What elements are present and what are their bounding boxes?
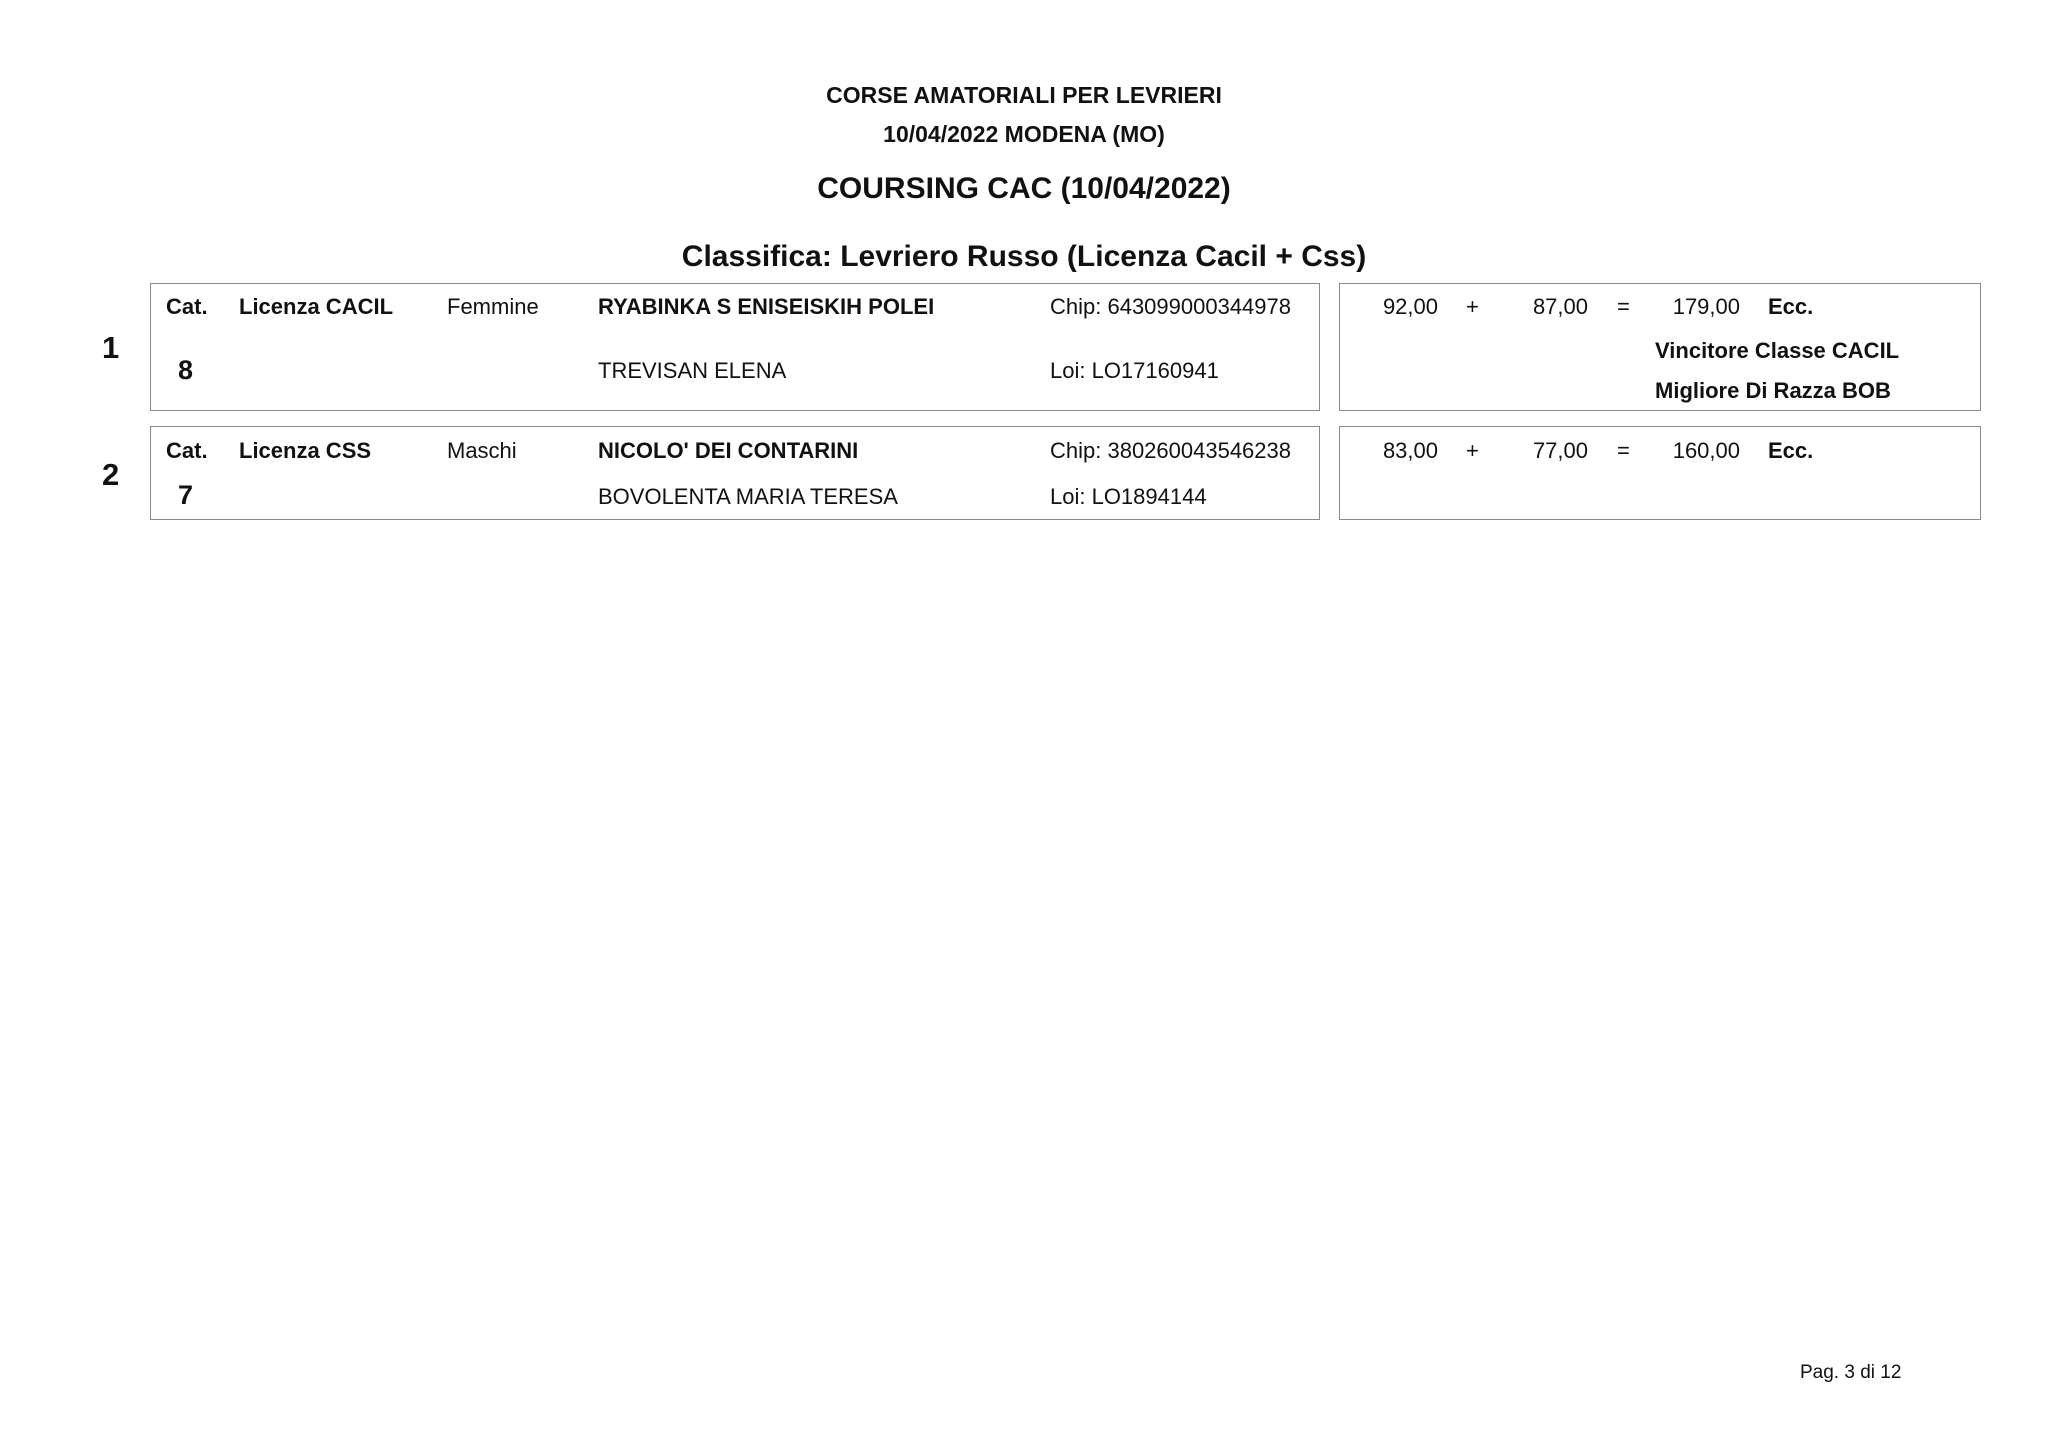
header-organizer: CORSE AMATORIALI PER LEVRIERI xyxy=(826,82,1222,108)
plus-sign: + xyxy=(1466,438,1479,463)
owner-name: BOVOLENTA MARIA TERESA xyxy=(598,484,898,509)
equals-sign: = xyxy=(1617,294,1630,319)
sex-label: Maschi xyxy=(447,438,517,463)
header-date-location: 10/04/2022 MODENA (MO) xyxy=(883,121,1165,147)
entry-rank: 1 xyxy=(102,330,120,365)
score-total: 179,00 xyxy=(1672,294,1740,319)
cat-number: 8 xyxy=(178,355,194,385)
entry-rank: 2 xyxy=(102,457,120,492)
page-number: Pag. 3 di 12 xyxy=(1800,1362,1902,1383)
dog-name: RYABINKA S ENISEISKIH POLEI xyxy=(598,294,935,319)
sex-label: Femmine xyxy=(447,294,539,319)
score-first: 92,00 xyxy=(1382,294,1438,319)
qualification: Ecc. xyxy=(1768,294,1814,319)
cat-label: Cat. xyxy=(166,438,208,463)
loi-number: Loi: LO17160941 xyxy=(1050,358,1219,383)
event-title: COURSING CAC (10/04/2022) xyxy=(817,172,1231,205)
score-total: 160,00 xyxy=(1672,438,1740,463)
ranking-title: Classifica: Levriero Russo (Licenza Cacil + Css) xyxy=(681,240,1367,273)
chip-number: Chip: 643099000344978 xyxy=(1050,294,1292,319)
dog-name: NICOLO' DEI CONTARINI xyxy=(598,438,859,463)
score-first: 83,00 xyxy=(1382,438,1438,463)
cat-number: 7 xyxy=(178,480,194,510)
score-second: 77,00 xyxy=(1532,438,1588,463)
award-class-winner: Vincitore Classe CACIL xyxy=(1655,338,1900,363)
license-label: Licenza CACIL xyxy=(239,294,394,319)
chip-number: Chip: 380260043546238 xyxy=(1050,438,1292,463)
loi-number: Loi: LO1894144 xyxy=(1050,484,1207,509)
cat-label: Cat. xyxy=(166,294,208,319)
owner-name: TREVISAN ELENA xyxy=(598,358,787,383)
qualification: Ecc. xyxy=(1768,438,1814,463)
plus-sign: + xyxy=(1466,294,1479,319)
license-label: Licenza CSS xyxy=(239,438,372,463)
award-best-of-breed: Migliore Di Razza BOB xyxy=(1655,378,1891,403)
equals-sign: = xyxy=(1617,438,1630,463)
score-second: 87,00 xyxy=(1532,294,1588,319)
